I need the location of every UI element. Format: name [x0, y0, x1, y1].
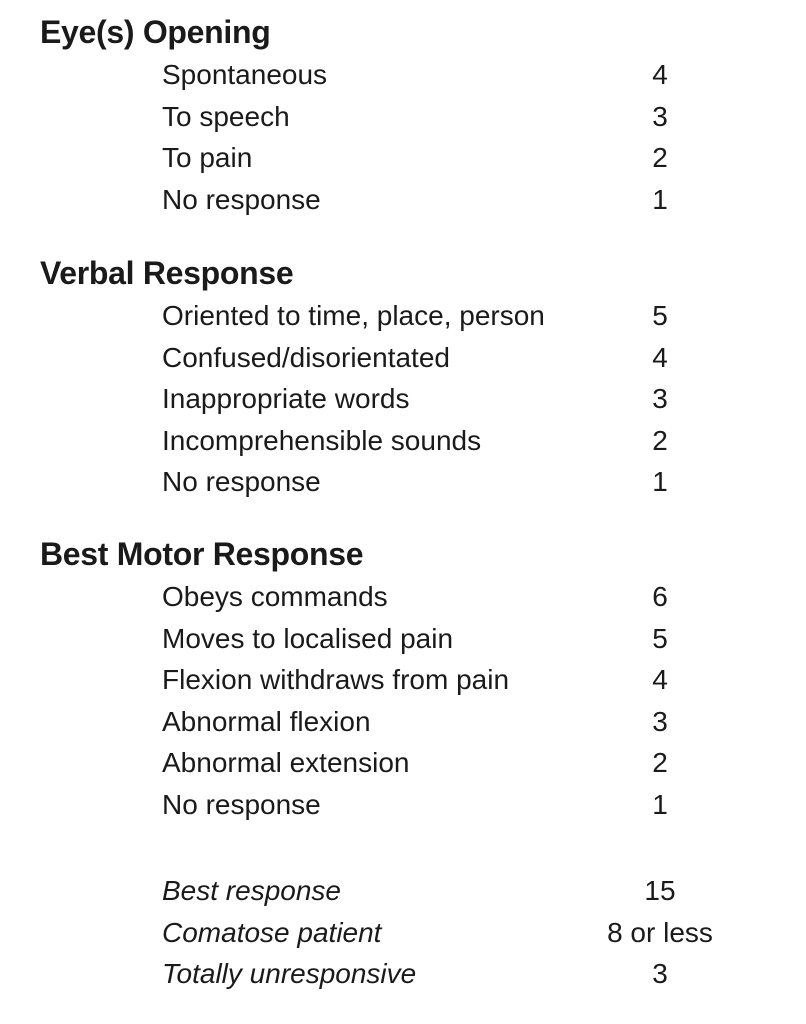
item-score: 2: [652, 142, 668, 173]
list-item: [40, 179, 760, 221]
list-item: [40, 784, 760, 826]
section-title: Eye(s) Opening: [40, 14, 271, 50]
list-item: [40, 96, 760, 138]
item-score: 4: [652, 59, 668, 90]
list-item: [40, 378, 760, 420]
summary-score: 8 or less: [607, 916, 713, 948]
item-label: Flexion withdraws from pain: [162, 664, 510, 695]
list-item: [40, 701, 760, 743]
section-verbal-response: [40, 255, 760, 503]
summary-label: Best response: [162, 875, 341, 906]
list-item: [40, 461, 760, 503]
item-score: 1: [652, 788, 668, 820]
item-score: 2: [652, 747, 668, 778]
list-item: [40, 742, 760, 784]
item-score: 4: [652, 664, 668, 695]
list-item: [40, 659, 760, 701]
item-label: Abnormal extension: [162, 747, 410, 778]
section-title: Best Motor Response: [40, 536, 364, 572]
summary-score: 15: [644, 875, 676, 906]
item-score: 5: [652, 300, 668, 331]
item-score: 5: [652, 622, 668, 654]
item-label: Abnormal flexion: [162, 705, 371, 737]
summary-row: [40, 870, 760, 912]
item-score: 3: [652, 383, 668, 414]
item-label: No response: [162, 466, 321, 497]
list-item: [40, 576, 760, 618]
item-score: 1: [652, 183, 668, 215]
item-label: Confused/disorientated: [162, 341, 450, 373]
section-eye-opening: [40, 14, 760, 220]
summary-label: Totally unresponsive: [162, 958, 417, 989]
list-item: [40, 420, 760, 462]
list-item: [40, 137, 760, 179]
item-label: Oriented to time, place, person: [162, 300, 545, 331]
item-score: 1: [652, 466, 668, 497]
item-label: No response: [162, 788, 321, 820]
list-item: [40, 337, 760, 379]
item-label: Moves to localised pain: [162, 622, 454, 654]
section-summary: [40, 870, 760, 995]
item-label: To speech: [162, 100, 290, 132]
item-label: Obeys commands: [162, 581, 388, 612]
item-score: 3: [652, 100, 668, 132]
summary-label: Comatose patient: [162, 916, 382, 948]
item-score: 6: [652, 581, 668, 612]
item-label: Inappropriate words: [162, 383, 410, 414]
list-item: [40, 618, 760, 660]
summary-score: 3: [652, 958, 668, 989]
item-label: Spontaneous: [162, 59, 328, 90]
list-item: [40, 295, 760, 337]
summary-row: [40, 912, 760, 954]
item-label: To pain: [162, 142, 253, 173]
item-label: Incomprehensible sounds: [162, 424, 482, 456]
item-label: No response: [162, 183, 321, 215]
summary-row: [40, 953, 760, 995]
item-score: 4: [652, 341, 668, 373]
item-score: 3: [652, 705, 668, 737]
item-score: 2: [652, 424, 668, 456]
section-title: Verbal Response: [40, 255, 294, 291]
list-item: [40, 54, 760, 96]
section-best-motor-response: [40, 536, 760, 825]
